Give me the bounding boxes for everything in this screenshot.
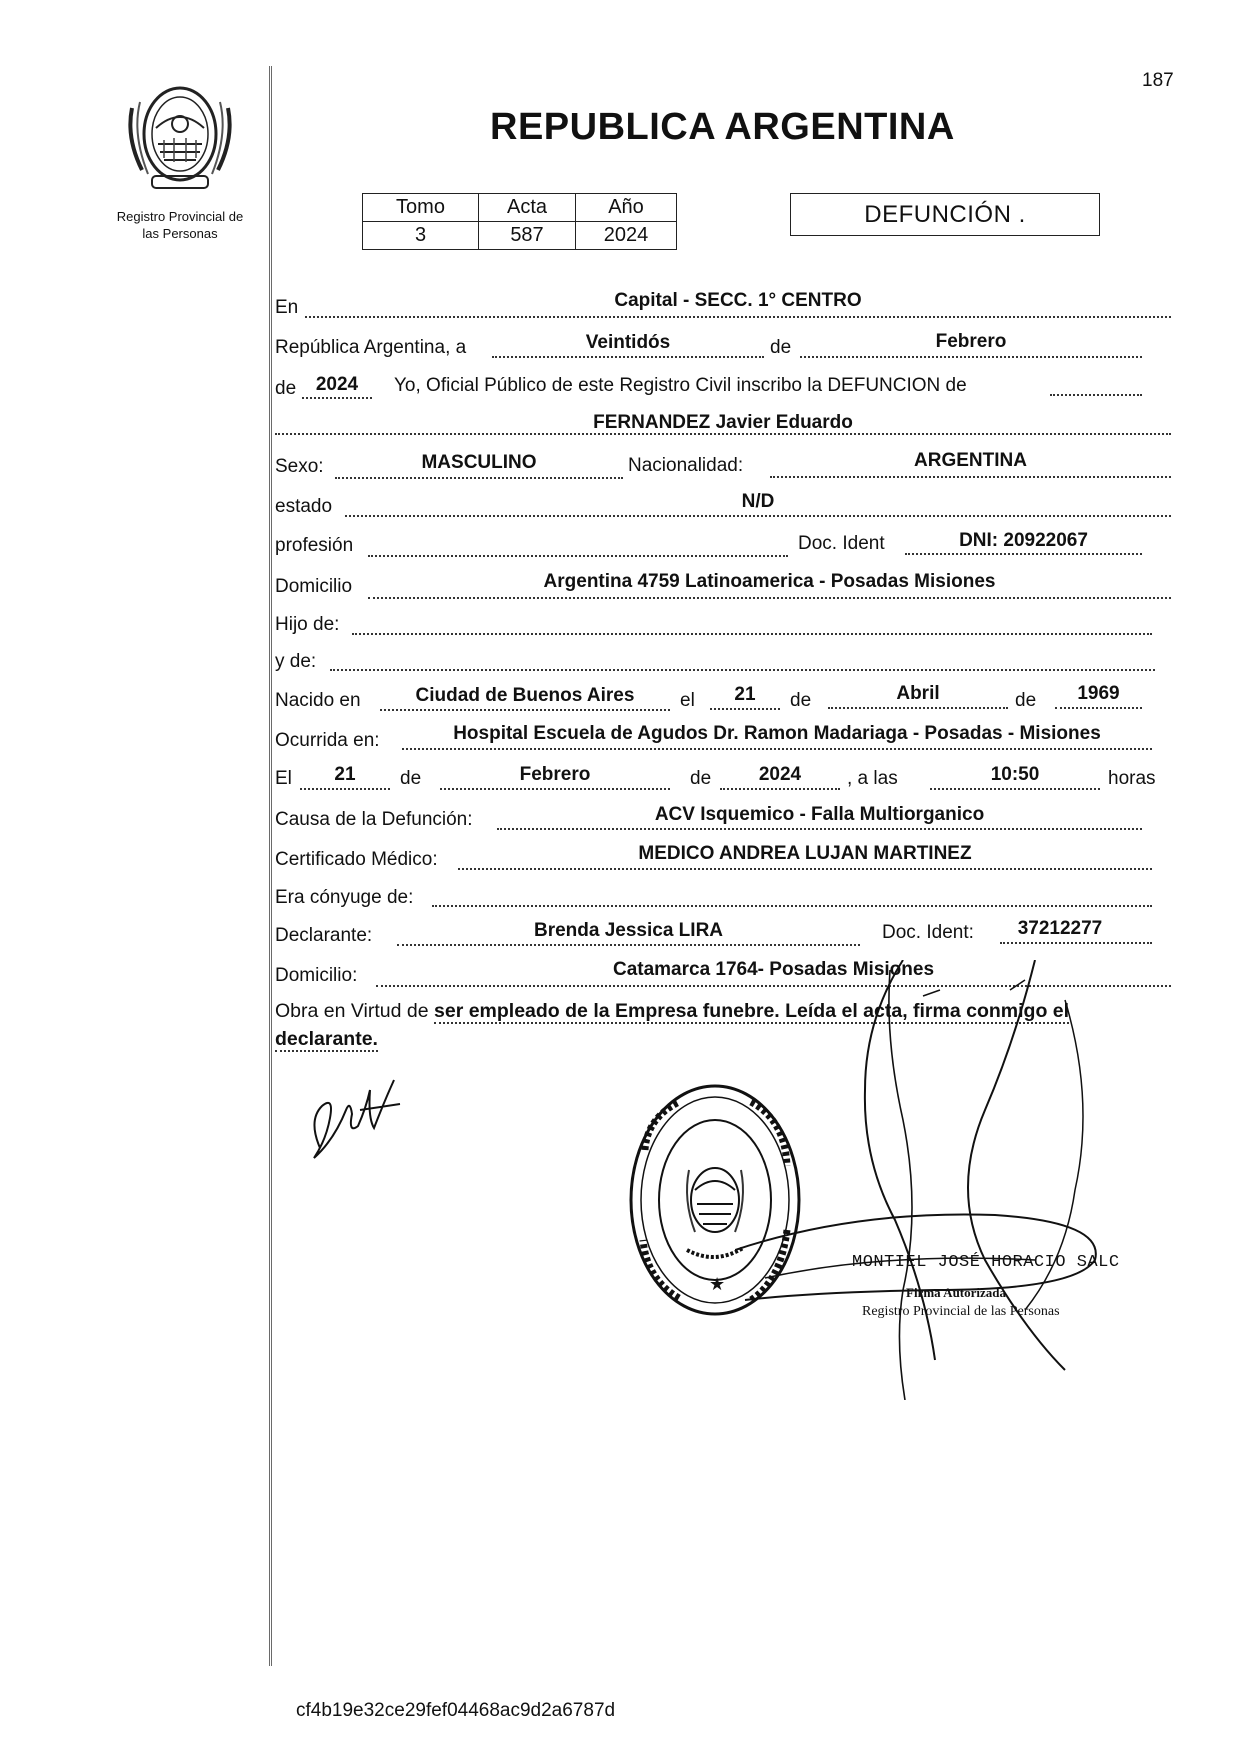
label-nacionalidad: Nacionalidad:: [628, 455, 744, 476]
header-anio: Año: [576, 194, 677, 222]
stamp-registry: Registro Provincial de las Personas: [862, 1304, 1060, 1319]
header-acta: Acta: [479, 194, 576, 222]
registry-name: Registro Provincial de las Personas: [116, 209, 244, 241]
value-fallec-mes: Febrero: [519, 764, 591, 785]
line-sexo: [335, 477, 623, 479]
value-nacido-mes: Abril: [896, 683, 940, 704]
line-fallec-hora: [930, 788, 1100, 790]
value-ocurrida-lugar: Hospital Escuela de Agudos Dr. Ramon Madariaga - Posadas - Misiones: [453, 723, 1101, 744]
line-nacido-mes: [828, 707, 1008, 709]
value-nacido-dia: 21: [734, 684, 756, 705]
line-hijo-de: [352, 633, 1152, 635]
line-fallec-mes: [440, 788, 670, 790]
value-lugar: Capital - SECC. 1° CENTRO: [614, 290, 862, 311]
label-a-las: , a las: [847, 768, 898, 789]
label-de-6: de: [690, 768, 712, 789]
label-en: En: [275, 297, 299, 318]
line-y-de: [330, 669, 1155, 671]
value-anio: 2024: [576, 222, 677, 250]
line-nacido-dia: [710, 708, 780, 710]
label-sexo: Sexo:: [275, 456, 324, 477]
value-declarante: Brenda Jessica LIRA: [533, 920, 724, 941]
line-profesion: [368, 555, 788, 557]
obra-line-2: [275, 1028, 378, 1051]
line-fallec-anio: [720, 788, 840, 790]
value-fallec-hora: 10:50: [990, 764, 1040, 785]
label-certificado: Certificado Médico:: [275, 849, 438, 870]
line-certificado: [458, 868, 1152, 870]
line-declarante: [397, 944, 860, 946]
label-de-1: de: [770, 337, 792, 358]
stamp-authorized: Firma Autorizada: [906, 1285, 1007, 1300]
value-mes: Febrero: [935, 331, 1007, 352]
header-tomo: Tomo: [363, 194, 479, 222]
value-tomo: 3: [363, 222, 479, 250]
label-profesion: profesión: [275, 535, 354, 556]
value-estado: N/D: [741, 491, 775, 512]
handwritten-signature-initials: [300, 1070, 410, 1170]
label-doc-ident-2: Doc. Ident:: [882, 922, 974, 943]
label-domicilio-2: Domicilio:: [275, 965, 358, 986]
line-nacionalidad: [770, 476, 1171, 478]
label-ocurrida-en: Ocurrida en:: [275, 730, 380, 751]
line-ocurrida: [402, 748, 1152, 750]
label-hijo-de: Hijo de:: [275, 614, 340, 635]
label-obra: Obra en Virtud de: [275, 1000, 429, 1022]
label-conyuge: Era cónyuge de:: [275, 887, 414, 908]
line-nacido-anio: [1055, 707, 1142, 709]
value-declarante-domicilio: Catamarca 1764- Posadas Misiones: [612, 959, 935, 980]
value-nacido-lugar: Ciudad de Buenos Aires: [415, 685, 635, 706]
value-fallec-dia: 21: [334, 764, 356, 785]
line-declarante-doc: [1000, 942, 1152, 944]
label-el-1: el: [680, 690, 695, 711]
label-de-2: de: [275, 378, 297, 399]
label-de-3: de: [790, 690, 812, 711]
page-number: 187: [1142, 70, 1174, 91]
stamp-name: MONTIEL JOSÉ HORACIO SALC: [852, 1253, 1120, 1272]
label-causa: Causa de la Defunción:: [275, 809, 473, 830]
province-coat-of-arms-logo: [122, 78, 238, 190]
label-doc-ident: Doc. Ident: [798, 533, 885, 554]
line-causa: [497, 828, 1142, 830]
line-domicilio: [368, 597, 1171, 599]
line-nacido-lugar: [380, 709, 670, 711]
handwritten-signature-registrar: [735, 960, 1110, 1400]
value-dia-letras: Veintidós: [585, 332, 671, 353]
line-anio: [302, 397, 372, 399]
value-dni: DNI: 20922067: [959, 530, 1088, 551]
value-obra: ser empleado de la Empresa funebre. Leída el acta, firma conmigo el: [434, 1000, 1070, 1022]
label-horas: horas: [1108, 768, 1156, 789]
value-fallec-anio: 2024: [758, 764, 802, 785]
svg-text:★: ★: [709, 1274, 726, 1295]
value-nombre: FERNANDEZ Javier Eduardo: [593, 412, 853, 433]
line-fallec-dia: [300, 788, 390, 790]
value-obra-end: declarante.: [275, 1028, 378, 1050]
label-estado: estado: [275, 496, 333, 517]
label-domicilio: Domicilio: [275, 576, 353, 597]
line-oficial-tail: [1050, 394, 1142, 396]
line-mes: [800, 356, 1142, 358]
value-certificado: MEDICO ANDREA LUJAN MARTINEZ: [638, 843, 972, 864]
value-domicilio: Argentina 4759 Latinoamerica - Posadas Misiones: [543, 571, 996, 592]
line-conyuge: [432, 905, 1152, 907]
value-sexo: MASCULINO: [421, 452, 537, 473]
record-type-box: DEFUNCIÓN .: [790, 193, 1100, 236]
value-declarante-doc: 37212277: [1017, 918, 1103, 939]
value-causa: ACV Isquemico - Falla Multiorganico: [654, 804, 985, 825]
line-dni: [905, 553, 1142, 555]
label-nacido-en: Nacido en: [275, 690, 361, 711]
document-hash: cf4b19e32ce29fef04468ac9d2a6787d: [296, 1700, 616, 1721]
label-de-5: de: [400, 768, 422, 789]
value-acta: 587: [479, 222, 576, 250]
label-declarante: Declarante:: [275, 925, 373, 946]
value-anio: 2024: [315, 374, 359, 395]
line-en: [305, 316, 1171, 318]
value-nacionalidad: ARGENTINA: [914, 450, 1027, 471]
page-title: REPUBLICA ARGENTINA: [490, 106, 955, 148]
line-dia: [492, 356, 764, 358]
value-nacido-anio: 1969: [1077, 683, 1120, 704]
label-y-de: y de:: [275, 651, 317, 672]
line-estado: [345, 515, 1171, 517]
margin-rule: [269, 66, 272, 1666]
label-de-4: de: [1015, 690, 1037, 711]
label-republica: República Argentina, a: [275, 337, 467, 358]
label-oficial: Yo, Oficial Público de este Registro Civil inscribo la DEFUNCION de: [394, 375, 967, 396]
record-table: [362, 193, 677, 250]
label-el-2: El: [275, 768, 292, 789]
